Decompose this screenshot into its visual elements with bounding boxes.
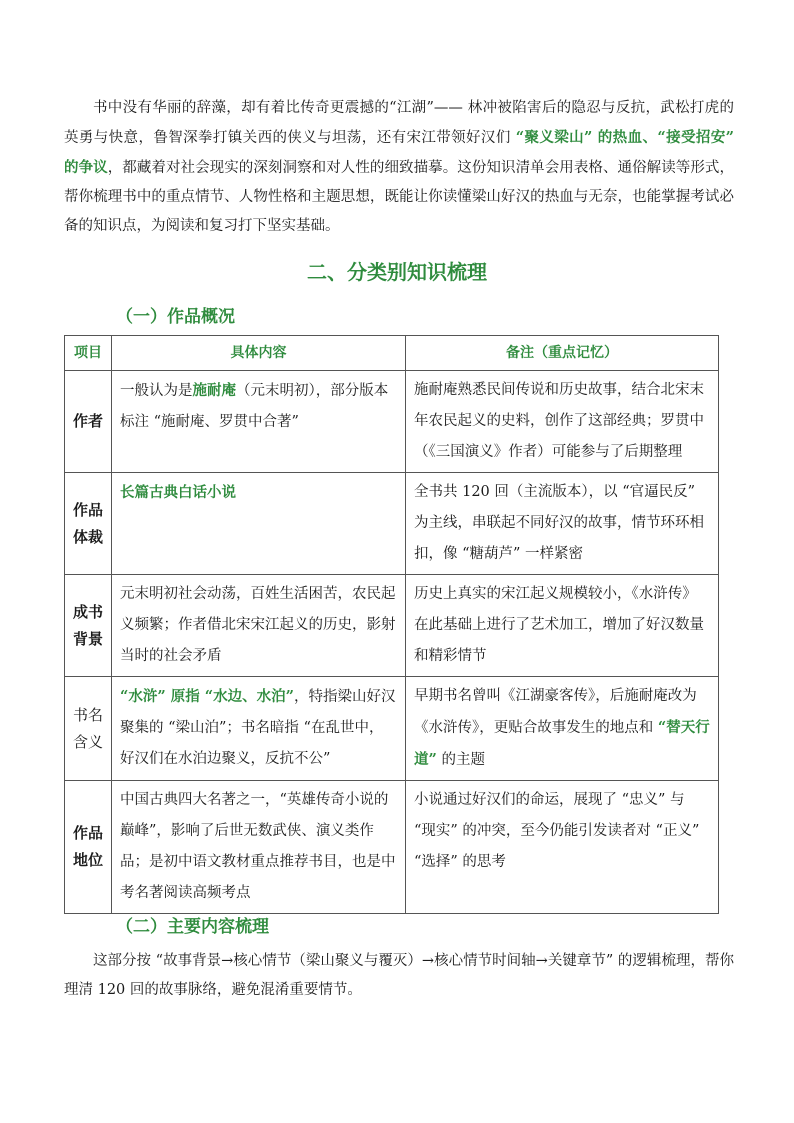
note-text: 的主题 xyxy=(436,752,485,768)
intro-highlight: “聚义梁山” 的热血、“接受招安” 的争议 xyxy=(64,129,734,176)
row-content xyxy=(112,371,406,473)
row-note: 历史上真实的宋江起义规模较小，《水浒传》在此基础上进行了艺术加工，增加了好汉数量和精彩情节 xyxy=(406,575,719,677)
row-content xyxy=(112,473,406,575)
subsection-title-content: （二）主要内容梳理 xyxy=(116,917,269,937)
table-row xyxy=(65,781,719,914)
note-text: 早期书名曾叫《江湖豪客传》，后施耐庵改为《水浒传》，更贴合故事发生的地点和 xyxy=(414,688,697,736)
header-note: 备注（重点记忆） xyxy=(406,336,719,371)
table-header-row xyxy=(65,336,719,371)
row-item: 成书 背景 xyxy=(65,575,112,677)
header-content: 具体内容 xyxy=(112,336,406,371)
row-item: 作品 地位 xyxy=(65,781,112,914)
row-content: 中国古典四大名著之一，“英雄传奇小说的巅峰”，影响了后世无数武侠、演义类作品；是初中语文教材重点推荐书目，也是中考名著阅读高频考点 xyxy=(112,781,406,914)
content-text: 一般认为是 xyxy=(120,383,193,399)
row-item: 作者 xyxy=(65,371,112,473)
intro-text-2: ，都藏着对社会现实的深刻洞察和对人性的细致描摹。这份知识清单会用表格、通俗解读等形式，帮你梳理书中的重点情节、人物性格和主题思想，既能让你读懂梁山好汉的热血与无奈，也能掌握考试必备的知识点，为阅读和复习打下坚实基础。 xyxy=(64,160,734,234)
table-row xyxy=(65,473,719,575)
header-item: 项目 xyxy=(65,336,112,371)
note-highlight: “替天行道” xyxy=(414,719,710,768)
row-item: 作品 体裁 xyxy=(65,473,112,575)
row-content xyxy=(112,677,406,781)
intro-paragraph xyxy=(64,94,734,241)
row-note: 施耐庵熟悉民间传说和历史故事，结合北宋末年农民起义的史料，创作了这部经典；罗贯中（《三国演义》作者）可能参与了后期整理 xyxy=(406,371,719,473)
row-item: 书名 含义 xyxy=(65,677,112,781)
content-highlight: 施耐庵 xyxy=(192,382,236,399)
row-content: 元末明初社会动荡，百姓生活困苦，农民起义频繁；作者借北宋宋江起义的历史，影射当时的社会矛盾 xyxy=(112,575,406,677)
section-title: 二、分类别知识梳理 xyxy=(307,260,487,284)
intro-text-1: 书中没有华丽的辞藻，却有着比传奇更震撼的“江湖”—— 林冲被陷害后的隐忍与反抗，武松打虎的英勇与快意，鲁智深拳打镇关西的侠义与坦荡，还有宋江带领好汉们 xyxy=(64,100,734,146)
content-text: ，特指梁山好汉聚集的 “梁山泊”；书名暗指 “在乱世中，好汉们在水泊边聚义，反抗不公” xyxy=(120,689,396,767)
table-row xyxy=(65,371,719,473)
row-note: 小说通过好汉们的命运，展现了 “忠义” 与 “现实” 的冲突，至今仍能引发读者对 “正义” “选择” 的思考 xyxy=(406,781,719,914)
overview-table xyxy=(64,335,719,914)
row-note xyxy=(406,677,719,781)
table-row xyxy=(65,575,719,677)
subsection-title-overview: （一）作品概况 xyxy=(116,307,235,327)
content-text: （元末明初），部分版本标注 “施耐庵、罗贯中合著” xyxy=(120,383,389,430)
row-note: 全书共 120 回（主流版本），以 “官逼民反” 为主线，串联起不同好汉的故事，情节环环相扣，像 “糖葫芦” 一样紧密 xyxy=(406,473,719,575)
outro-paragraph: 这部分按 “故事背景→核心情节（梁山聚义与覆灭）→核心情节时间轴→关键章节” 的逻辑梳理，帮你理清 120 回的故事脉络，避免混淆重要情节。 xyxy=(64,953,734,998)
content-highlight: 长篇古典白话小说 xyxy=(120,484,236,501)
table-row xyxy=(65,677,719,781)
content-highlight: “水浒” 原指 “水边、水泊” xyxy=(120,688,294,705)
